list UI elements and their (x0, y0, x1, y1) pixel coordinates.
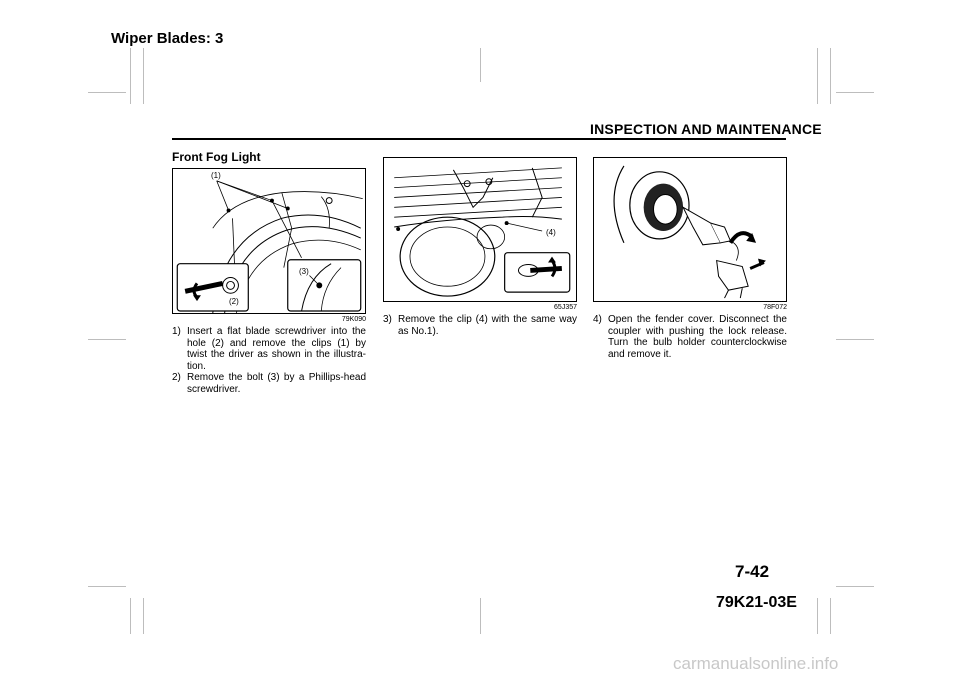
crop-mark (130, 48, 131, 104)
step-item (593, 314, 787, 360)
callout-label: (2) (229, 297, 239, 306)
illustration-fog-light-bulb (594, 158, 786, 301)
step-item (383, 314, 577, 337)
steps-column-1 (172, 326, 366, 396)
crop-mark (143, 48, 144, 104)
crop-mark (817, 48, 818, 104)
step-number: 1) (172, 326, 181, 337)
step-text: Remove the bolt (3) by a Phillips-head screwdriver. (187, 372, 366, 395)
steps-column-3 (593, 314, 787, 360)
crop-mark (836, 92, 874, 93)
crop-mark (836, 339, 874, 340)
step-item (172, 326, 366, 372)
step-number: 4) (593, 314, 602, 325)
steps-column-2 (383, 314, 577, 337)
crop-mark (817, 598, 818, 634)
figure-code: 78F072 (763, 304, 787, 311)
figure-bulb-holder (593, 157, 787, 302)
header-rule (172, 138, 786, 140)
document-code: 79K21-03E (716, 594, 797, 611)
page-top-title: Wiper Blades: 3 (111, 30, 224, 47)
crop-mark (143, 598, 144, 634)
section-header: INSPECTION AND MAINTENANCE (590, 121, 822, 137)
callout-label: (4) (546, 228, 556, 237)
crop-mark (480, 598, 481, 634)
step-text: Remove the clip (4) with the same way as No.1). (398, 314, 577, 337)
figure-bumper-clip (383, 157, 577, 302)
crop-mark (830, 598, 831, 634)
step-item (172, 372, 366, 395)
section-heading: Front Fog Light (172, 150, 261, 164)
crop-mark (836, 586, 874, 587)
callout-label: (3) (299, 267, 309, 276)
crop-mark (480, 48, 481, 82)
crop-mark (130, 598, 131, 634)
figure-code: 65J357 (554, 304, 577, 311)
crop-mark (88, 92, 126, 93)
step-text: Open the fender cover. Disconnect the coupler with pushing the lock release. Turn the bulb holder counterclockwise and remove it. (608, 314, 787, 360)
step-number: 2) (172, 372, 181, 384)
step-number: 3) (383, 314, 392, 325)
watermark: carmanualsonline.info (673, 654, 839, 673)
callout-label: (1) (211, 171, 221, 180)
crop-mark (830, 48, 831, 104)
page-number: 7-42 (735, 562, 770, 581)
crop-mark (88, 339, 126, 340)
illustration-fender-liner (173, 169, 365, 313)
step-text: Insert a flat blade screwdriver into the hole (2) and remove the clips (1) by twist the driver as shown in the illustra-tion. (187, 326, 366, 372)
figure-clip-removal (172, 168, 366, 314)
figure-code: 79K090 (341, 316, 366, 323)
crop-mark (88, 586, 126, 587)
